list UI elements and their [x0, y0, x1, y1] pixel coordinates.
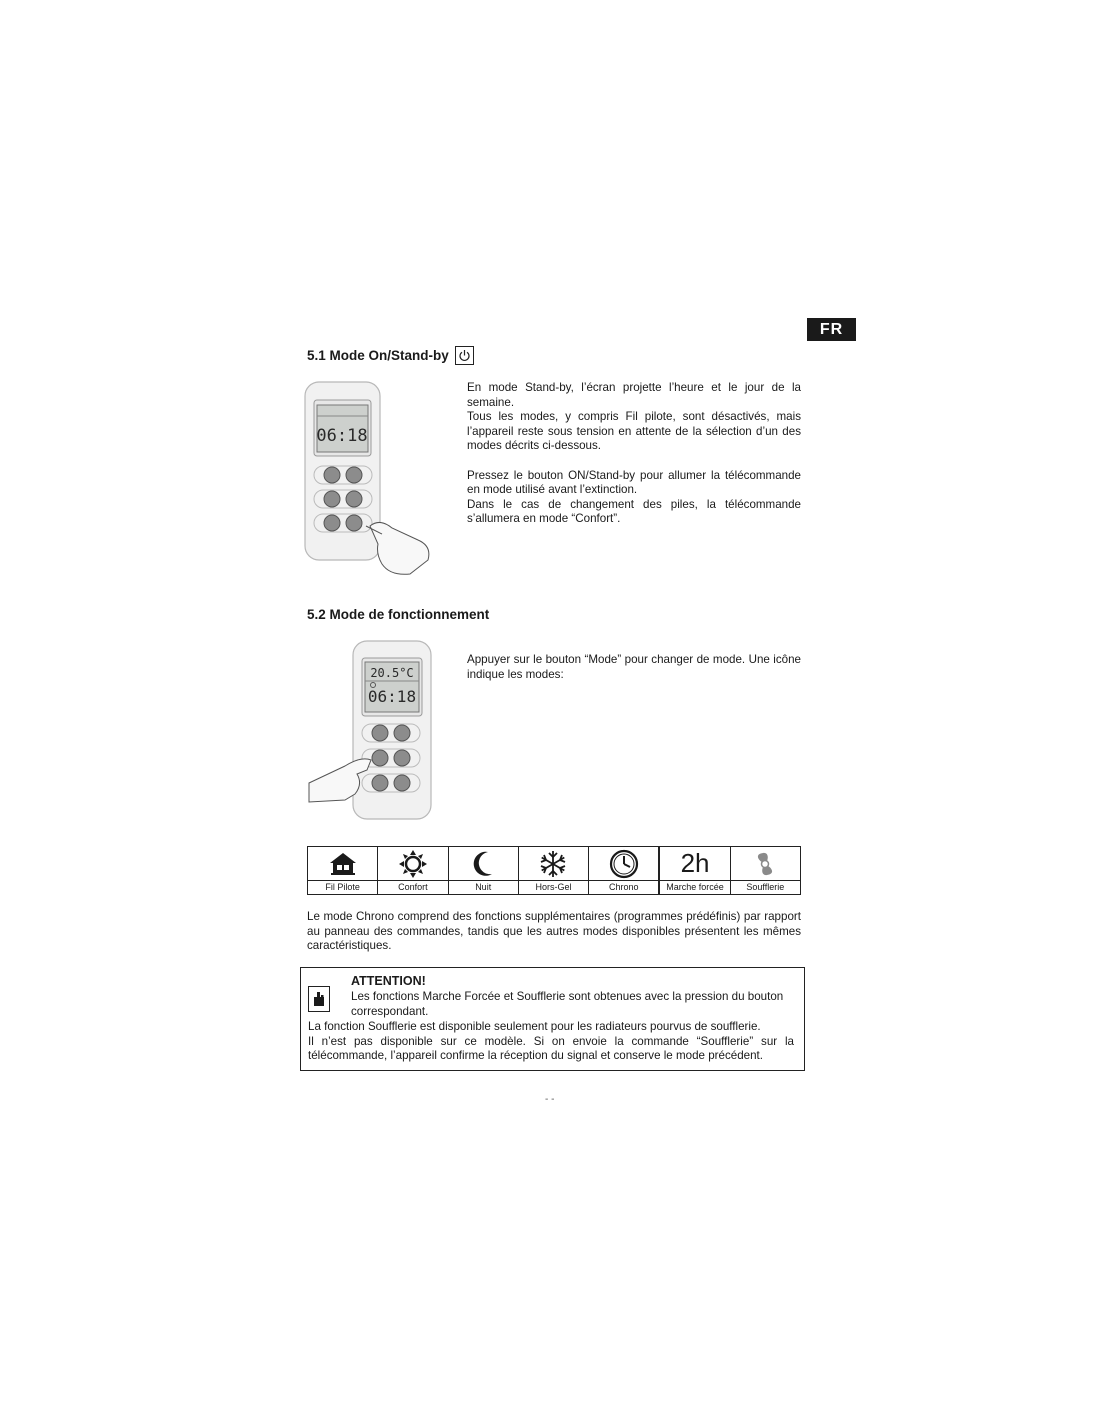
- section-title-modes: [307, 607, 489, 622]
- mode-cell-hors-gel: [519, 847, 589, 894]
- standby-paragraph-4: Dans le cas de changement des piles, la télécommande s’allumera en mode “Confort”.: [467, 497, 801, 526]
- remote-standby-illustration: [300, 378, 435, 578]
- mode-label: Chrono: [589, 880, 658, 894]
- warning-details: [308, 1020, 794, 1064]
- mode-label: Marche forcée: [660, 880, 729, 894]
- mode-cell-chrono: [589, 847, 659, 894]
- sun-icon: [378, 847, 447, 880]
- fan-icon: [731, 847, 800, 880]
- hand-pointer-icon: [308, 986, 330, 1012]
- language-badge: FR: [807, 318, 856, 341]
- mode-cell-nuit: [449, 847, 519, 894]
- mode-cell-marche-forcee: [659, 847, 730, 894]
- section-title-text: 5.2 Mode de fonctionnement: [307, 607, 490, 622]
- mode-label: Fil Pilote: [308, 880, 377, 894]
- mode-cell-fil-pilote: [308, 847, 378, 894]
- clock-icon: [589, 847, 658, 880]
- warning-line-3: Il n’est pas disponible sur ce modèle. Si on envoie la commande “Soufflerie” sur la télécommande, l’appareil confirme la réception du signal et conserve le mode précédent.: [308, 1034, 794, 1063]
- timer-2h-icon: 2h: [680, 848, 710, 878]
- mode-icons-table: [307, 846, 801, 895]
- standby-description: [467, 381, 801, 527]
- section-title-standby: [307, 346, 474, 365]
- warning-box: [300, 967, 805, 1071]
- standby-paragraph-2: Tous les modes, y compris Fil pilote, sont désactivés, mais l’appareil reste sous tension en attente de la sélection d’un des modes décrits ci-dessous.: [467, 410, 801, 453]
- mode-label: Nuit: [449, 880, 518, 894]
- power-icon: [455, 346, 474, 365]
- warning-line-1: Les fonctions Marche Forcée et Soufflerie sont obtenues avec la pression du bouton correspondant.: [351, 990, 784, 1018]
- snowflake-icon: [519, 847, 588, 880]
- mode-label: Hors-Gel: [519, 880, 588, 894]
- warning-title: ATTENTION!: [351, 974, 426, 988]
- mode-description: Appuyer sur le bouton “Mode” pour changer de mode. Une icône indique les modes:: [467, 653, 801, 681]
- lcd-time: 06:18: [316, 426, 368, 446]
- warning-line-2: La fonction Soufflerie est disponible seulement pour les radiateurs pourvus de soufflerie.: [308, 1020, 761, 1033]
- chrono-description: Le mode Chrono comprend des fonctions supplémentaires (programmes prédéfinis) par rapport au panneau des commandes, tandis que les autres modes disponibles présentent les mêmes caractéristiques.: [307, 910, 801, 953]
- mode-label: Confort: [378, 880, 447, 894]
- standby-paragraph-3: Pressez le bouton ON/Stand-by pour allumer la télécommande en mode utilisé avant l’extinction.: [467, 468, 801, 497]
- moon-icon: [449, 847, 518, 880]
- standby-paragraph-1: En mode Stand-by, l’écran projette l’heure et le jour de la semaine.: [467, 381, 801, 409]
- mode-cell-soufflerie: [731, 847, 800, 894]
- mode-cell-confort: [378, 847, 448, 894]
- lcd-temperature: 20.5°C: [370, 666, 414, 680]
- page-number: - -: [545, 1094, 555, 1105]
- house-icon: [308, 847, 377, 880]
- section-title-text: 5.1 Mode On/Stand-by: [307, 348, 449, 363]
- remote-mode-illustration: [305, 638, 440, 823]
- mode-label: Soufflerie: [731, 880, 800, 894]
- lcd-time: 06:18: [367, 687, 417, 706]
